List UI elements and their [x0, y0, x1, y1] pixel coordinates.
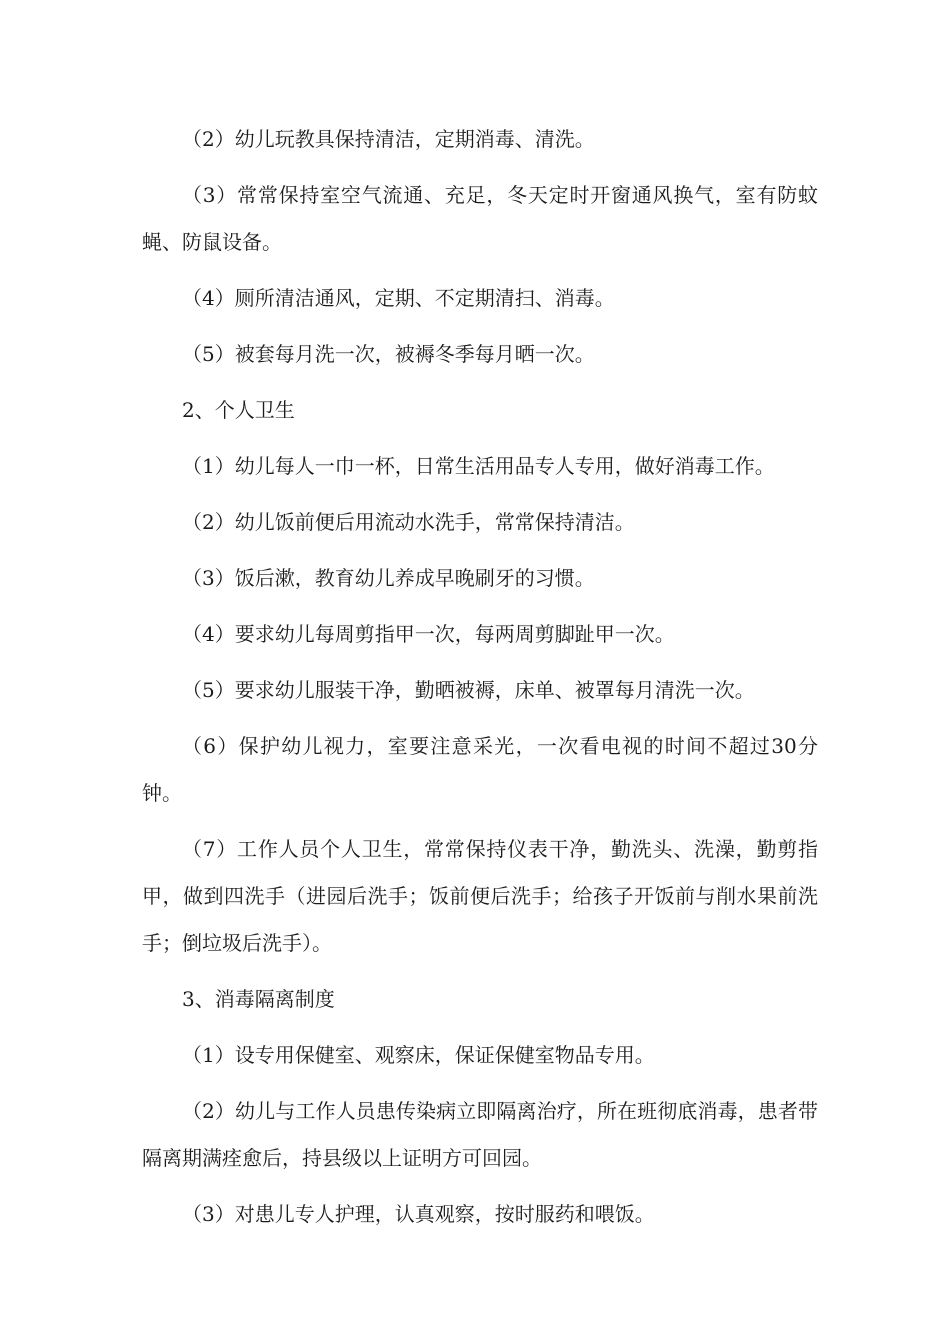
- paragraph-health-room: （1）设专用保健室、观察床，保证保健室物品专用。: [182, 1043, 655, 1067]
- paragraph-isolation: （2）幼儿与工作人员患传染病立即隔离治疗，所在班彻底消毒，患者带隔离期满痊愈后，持县级以上证明方可回园。: [142, 1099, 818, 1170]
- paragraph-eyesight: （6）保护幼儿视力，室要注意采光，一次看电视的时间不超过30分钟。: [142, 734, 818, 805]
- paragraph-toilet-cleaning: （4）厕所清洁通风，定期、不定期清扫、消毒。: [182, 286, 615, 310]
- section-heading-personal-hygiene: 2、个人卫生: [182, 398, 295, 422]
- paragraph-mouth-rinse: （3）饭后漱，教育幼儿养成早晚刷牙的习惯。: [182, 566, 595, 590]
- paragraph-clothing: （5）要求幼儿服装干净，勤晒被褥，床单、被罩每月清洗一次。: [182, 678, 755, 702]
- paragraph-nail-trimming: （4）要求幼儿每周剪指甲一次，每两周剪脚趾甲一次。: [182, 622, 675, 646]
- paragraph-toy-cleaning: （2）幼儿玩教具保持清洁，定期消毒、清洗。: [182, 127, 595, 151]
- paragraph-handwashing: （2）幼儿饭前便后用流动水洗手，常常保持清洁。: [182, 510, 635, 534]
- paragraph-patient-care: （3）对患儿专人护理，认真观察，按时服药和喂饭。: [182, 1202, 655, 1226]
- paragraph-bedding: （5）被套每月洗一次，被褥冬季每月晒一次。: [182, 342, 595, 366]
- paragraph-ventilation: （3）常常保持室空气流通、充足，冬天定时开窗通风换气，室有防蚊蝇、防鼠设备。: [142, 183, 818, 254]
- document-body: [142, 116, 818, 1247]
- paragraph-towel-cup: （1）幼儿每人一巾一杯，日常生活用品专人专用，做好消毒工作。: [182, 454, 775, 478]
- paragraph-staff-hygiene: （7）工作人员个人卫生，常常保持仪表干净，勤洗头、洗澡，勤剪指甲，做到四洗手（进园后洗手；饭前便后洗手；给孩子开饭前与削水果前洗手；倒垃圾后洗手）。: [142, 837, 818, 955]
- section-heading-disinfection: 3、消毒隔离制度: [182, 987, 335, 1011]
